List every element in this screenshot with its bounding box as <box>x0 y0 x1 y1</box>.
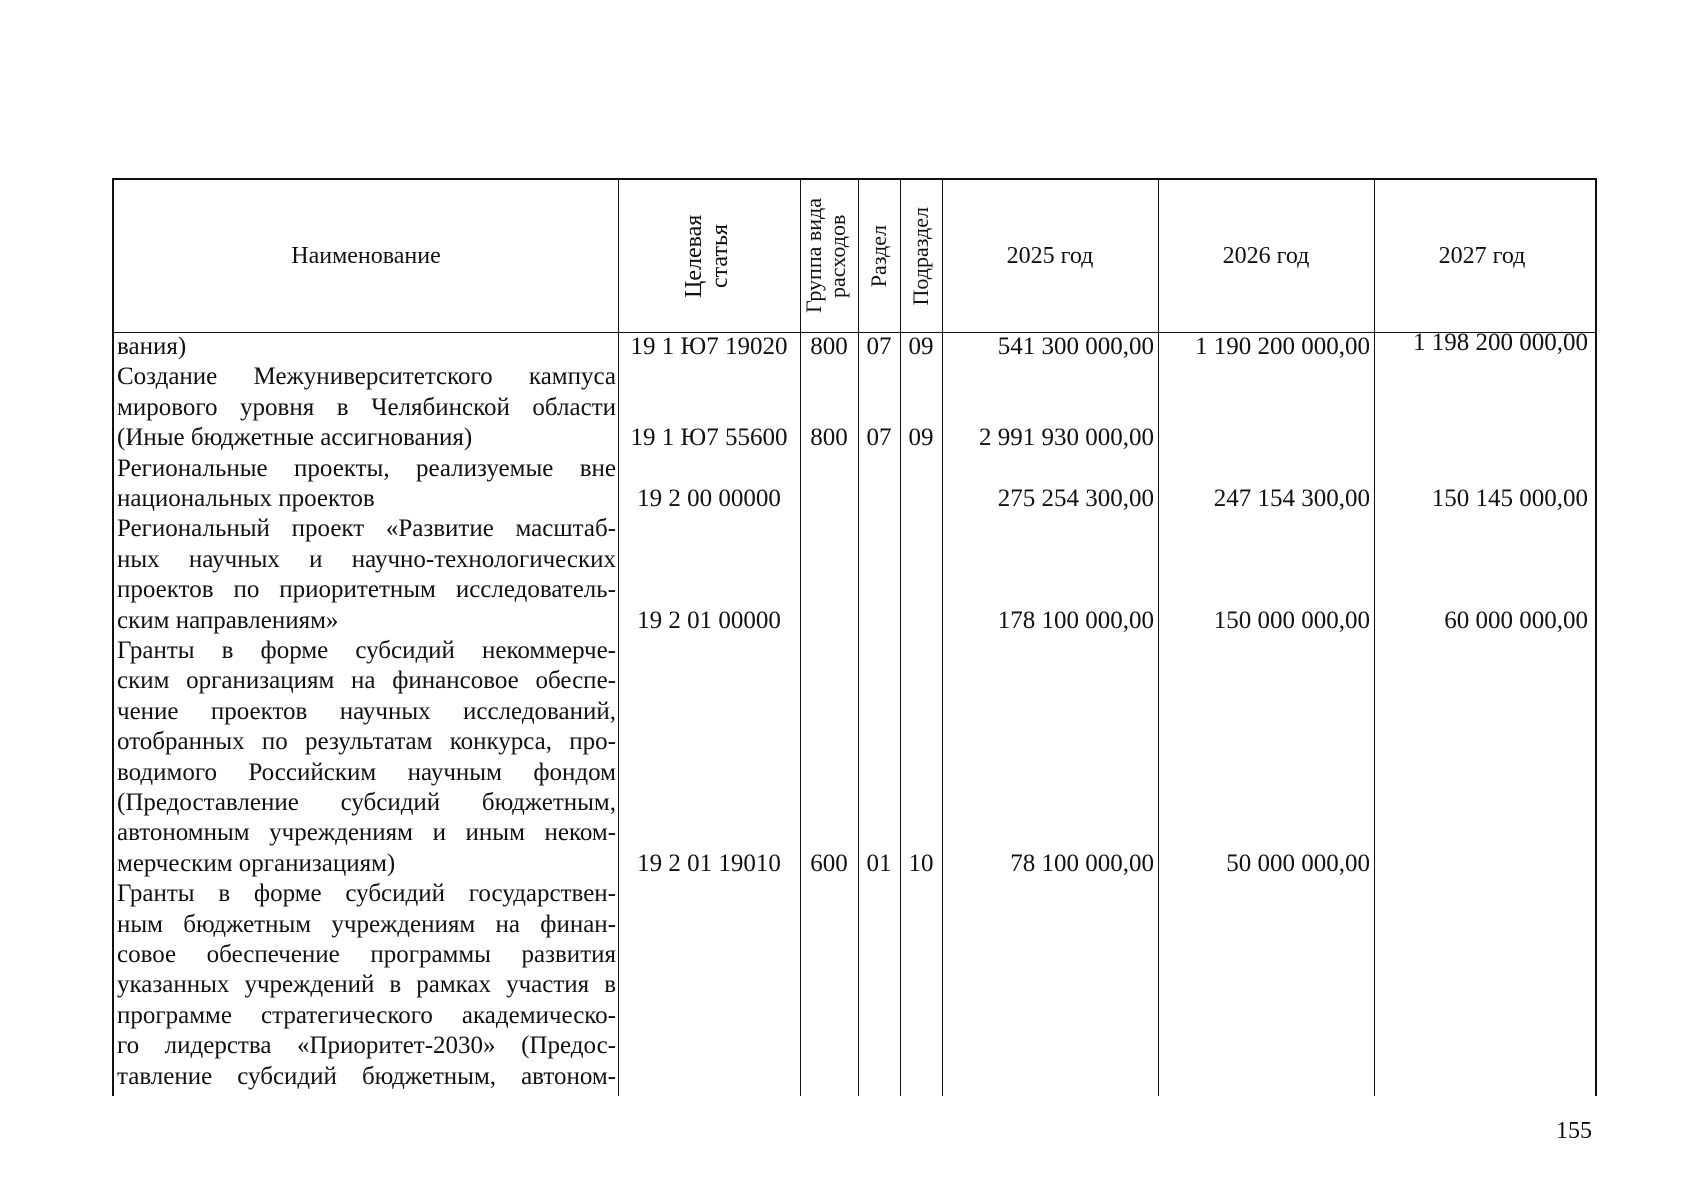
amount-2025: 78 100 000,00 <box>1010 849 1154 877</box>
header-subsection: Подраздел <box>908 206 933 306</box>
header-expense-group: Группа вида расходов <box>801 198 850 314</box>
subsection: 09 <box>908 424 934 452</box>
header-2025: 2025 год <box>1006 242 1094 269</box>
header-name: Наименование <box>291 242 441 269</box>
target-code: 19 1 Ю7 19020 <box>630 333 788 360</box>
amount-2027: 60 000 000,00 <box>1444 606 1588 634</box>
amount-2025: 275 254 300,00 <box>997 485 1154 512</box>
table-row: Создание Межуниверситетского кампуса мирового уровня в Челябинской области (Иные бюджетные ассигнования) <box>117 363 616 452</box>
amount-2025: 2 991 930 000,00 <box>979 424 1154 452</box>
table-row: Региональный проект «Развитие масштаб- ных научных и научно-технологических проектов по приоритетным исследователь- ским направлениям» <box>117 515 616 634</box>
amount-2026: 1 190 200 000,00 <box>1195 333 1370 360</box>
table-row: вания) <box>117 333 187 360</box>
target-code: 19 2 01 00000 <box>637 606 781 634</box>
header-2027: 2027 год <box>1438 242 1526 269</box>
amount-2026: 247 154 300,00 <box>1213 485 1370 512</box>
target-code: 19 2 01 19010 <box>637 849 781 877</box>
expense-group: 800 <box>810 333 848 360</box>
amount-2025: 541 300 000,00 <box>997 333 1154 360</box>
section: 07 <box>866 424 892 452</box>
target-code: 19 2 00 00000 <box>637 485 781 512</box>
expense-group: 800 <box>810 424 848 452</box>
amount-2026: 50 000 000,00 <box>1226 849 1370 877</box>
subsection: 10 <box>908 849 934 877</box>
header-target: Целевая статья <box>681 214 733 298</box>
table-row: Гранты в форме субсидий государствен- ным бюджетным учреждениям на финан- совое обеспечение программы развития указанных учреждений в рамках участия в программе стратегического академическо- го лидерства «Приоритет-2030» (Предос- тавление субсидий бюджетным, автоном- <box>117 880 616 1090</box>
table-row: Региональные проекты, реализуемые вне национальных проектов <box>117 454 616 512</box>
amount-2025: 178 100 000,00 <box>997 606 1154 634</box>
section: 07 <box>866 333 892 360</box>
section: 01 <box>866 849 892 877</box>
amount-2027: 1 198 200 000,00 <box>1413 329 1588 356</box>
page-number: 155 <box>1556 1118 1592 1144</box>
budget-table <box>112 178 1597 1096</box>
amount-2027: 150 145 000,00 <box>1431 485 1588 512</box>
expense-group: 600 <box>810 849 848 877</box>
table-row: Гранты в форме субсидий некоммерче- ским организациям на финансовое обеспе- чение проектов научных исследований, отобранных по результатам конкурса, про- водимого Российским научным фондом (Предоставление субсидий бюджетным, автономным учреждениям и иным неком- мерческим организациям) <box>117 637 616 877</box>
header-2026: 2026 год <box>1222 242 1310 269</box>
amount-2026: 150 000 000,00 <box>1213 606 1370 634</box>
target-code: 19 1 Ю7 55600 <box>630 424 788 452</box>
header-section: Раздел <box>866 224 891 288</box>
subsection: 09 <box>908 333 934 360</box>
